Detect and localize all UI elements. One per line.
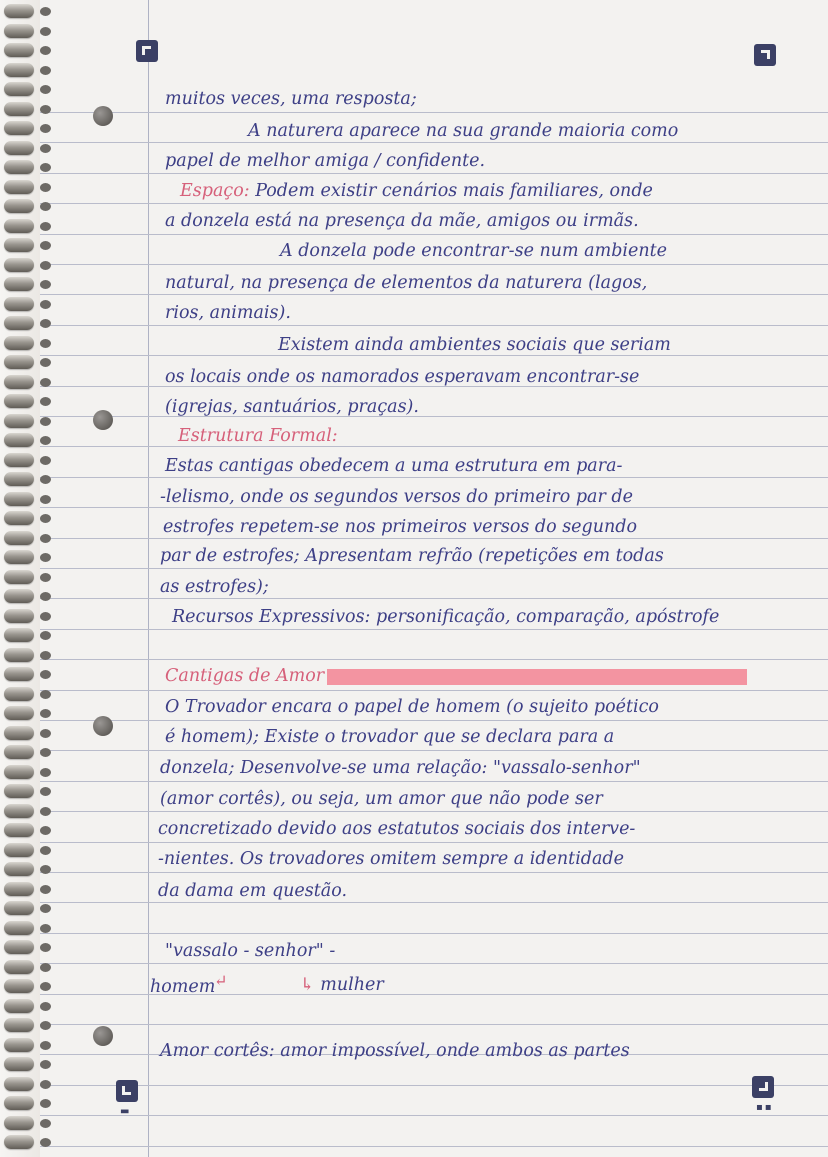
spiral-ring xyxy=(4,238,34,252)
binding-hole xyxy=(40,261,51,270)
ruled-line xyxy=(40,264,828,265)
ruled-line xyxy=(40,173,828,174)
spiral-ring xyxy=(4,4,34,18)
text-span: mulher xyxy=(320,975,384,995)
punch-hole xyxy=(93,106,113,126)
spiral-ring xyxy=(4,472,34,486)
ruled-line xyxy=(40,1115,828,1116)
text-line: par de estrofes; Apresentam refrão (repetições em todas xyxy=(160,546,664,566)
ruled-line xyxy=(40,203,828,204)
binding-hole xyxy=(40,144,51,153)
spiral-ring xyxy=(4,141,34,155)
text-line: é homem); Existe o trovador que se declara para a xyxy=(165,727,615,747)
binding-hole xyxy=(40,612,51,621)
text-line: "vassalo - senhor" - xyxy=(165,941,336,961)
binding-hole xyxy=(40,807,51,816)
spiral-ring xyxy=(4,375,34,389)
binding-hole xyxy=(40,339,51,348)
binding-hole xyxy=(40,27,51,36)
spiral-ring xyxy=(4,1038,34,1052)
section-heading: Estrutura Formal: xyxy=(178,426,338,446)
corner-mark-top-left-icon xyxy=(136,40,158,62)
spiral-ring xyxy=(4,433,34,447)
binding-hole xyxy=(40,417,51,426)
text-line xyxy=(300,974,430,996)
spiral-ring xyxy=(4,355,34,369)
punch-hole xyxy=(93,716,113,736)
spiral-ring xyxy=(4,180,34,194)
spiral-ring xyxy=(4,648,34,662)
text-line: (igrejas, santuários, praças). xyxy=(165,397,419,417)
text-line: -lelismo, onde os segundos versos do primeiro par de xyxy=(160,487,633,507)
spiral-ring xyxy=(4,921,34,935)
spiral-ring xyxy=(4,667,34,681)
spiral-ring xyxy=(4,297,34,311)
text-line: Recursos Expressivos: personificação, comparação, apóstrofe xyxy=(172,607,720,627)
corner-mark-bottom-left-icon xyxy=(116,1080,138,1102)
spiral-ring xyxy=(4,1135,34,1149)
section-title xyxy=(165,665,790,687)
spiral-ring xyxy=(4,979,34,993)
binding-hole xyxy=(40,163,51,172)
spiral-ring xyxy=(4,1057,34,1071)
text-line: A donzela pode encontrar-se num ambiente xyxy=(280,241,668,261)
binding-hole xyxy=(40,904,51,913)
binding-hole xyxy=(40,670,51,679)
spiral-ring xyxy=(4,706,34,720)
text-line: (amor cortês), ou seja, um amor que não pode ser xyxy=(160,789,603,809)
section-heading: Cantigas de Amor xyxy=(165,666,325,686)
binding-hole xyxy=(40,1119,51,1128)
ruled-line xyxy=(40,325,828,326)
spiral-ring xyxy=(4,1096,34,1110)
text-line: os locais onde os namorados esperavam encontrar-se xyxy=(165,367,640,387)
spiral-ring xyxy=(4,394,34,408)
spiral-ring xyxy=(4,862,34,876)
spiral-ring xyxy=(4,550,34,564)
ruled-line xyxy=(40,781,828,782)
spiral-ring xyxy=(4,82,34,96)
spiral-ring xyxy=(4,901,34,915)
binding-hole xyxy=(40,709,51,718)
binding-hole xyxy=(40,963,51,972)
binding-hole xyxy=(40,300,51,309)
spiral-ring xyxy=(4,24,34,38)
binding-hole xyxy=(40,690,51,699)
spiral-ring xyxy=(4,628,34,642)
spiral-ring xyxy=(4,1077,34,1091)
spiral-ring xyxy=(4,960,34,974)
text-line: -nientes. Os trovadores omitem sempre a identidade xyxy=(158,849,624,869)
binding-hole xyxy=(40,1002,51,1011)
binding-hole xyxy=(40,651,51,660)
binding-hole xyxy=(40,1099,51,1108)
spiral-ring xyxy=(4,823,34,837)
dot-marker-icon: ▬ xyxy=(120,1106,132,1117)
ruled-line xyxy=(40,811,828,812)
ruled-line xyxy=(40,690,828,691)
spiral-ring xyxy=(4,43,34,57)
ruled-line xyxy=(40,902,828,903)
binding-hole xyxy=(40,748,51,757)
binding-hole xyxy=(40,280,51,289)
binding-hole xyxy=(40,358,51,367)
binding-hole xyxy=(40,846,51,855)
binding-hole xyxy=(40,202,51,211)
text-line: muitos veces, uma resposta; xyxy=(165,89,417,109)
binding-hole xyxy=(40,631,51,640)
corner-mark-bottom-right-icon xyxy=(752,1076,774,1098)
punch-hole xyxy=(93,1026,113,1046)
spiral-ring xyxy=(4,999,34,1013)
ruled-line xyxy=(40,568,828,569)
text-line: Amor cortês: amor impossível, onde ambos as partes xyxy=(160,1041,630,1061)
spiral-ring xyxy=(4,687,34,701)
spiral-ring xyxy=(4,414,34,428)
text-line: A naturera aparece na sua grande maioria como xyxy=(248,121,679,141)
ruled-line xyxy=(40,598,828,599)
spiral-ring xyxy=(4,745,34,759)
spiral-ring xyxy=(4,784,34,798)
punch-hole xyxy=(93,410,113,430)
spiral-ring xyxy=(4,570,34,584)
spiral-ring xyxy=(4,589,34,603)
binding-hole xyxy=(40,885,51,894)
ruled-line xyxy=(40,234,828,235)
binding-hole xyxy=(40,534,51,543)
spiral-ring xyxy=(4,102,34,116)
binding-hole xyxy=(40,826,51,835)
spiral-ring xyxy=(4,609,34,623)
spiral-ring xyxy=(4,453,34,467)
text-line xyxy=(180,180,805,202)
text-line: natural, na presença de elementos da naturera (lagos, xyxy=(165,273,648,293)
spiral-ring xyxy=(4,531,34,545)
binding-hole xyxy=(40,222,51,231)
text-line: homem xyxy=(150,977,216,997)
binding-hole xyxy=(40,436,51,445)
text-line: as estrofes); xyxy=(160,577,269,597)
binding-hole xyxy=(40,495,51,504)
spiral-ring xyxy=(4,258,34,272)
binding-hole xyxy=(40,456,51,465)
spiral-ring xyxy=(4,492,34,506)
ruled-line xyxy=(40,112,828,113)
ruled-line xyxy=(40,294,828,295)
ruled-line xyxy=(40,142,828,143)
dot-marker-icon: ▪▪ xyxy=(756,1102,774,1113)
binding-hole xyxy=(40,1060,51,1069)
spiral-ring xyxy=(4,160,34,174)
binding-hole xyxy=(40,787,51,796)
binding-hole xyxy=(40,924,51,933)
binding-hole xyxy=(40,1041,51,1050)
spiral-ring xyxy=(4,1116,34,1130)
ruled-line xyxy=(40,842,828,843)
binding-hole xyxy=(40,982,51,991)
text-line: Estas cantigas obedecem a uma estrutura em para- xyxy=(165,456,623,476)
binding-hole xyxy=(40,573,51,582)
ruled-line xyxy=(40,720,828,721)
binding-hole xyxy=(40,105,51,114)
text-line: donzela; Desenvolve-se uma relação: "vassalo-senhor" xyxy=(160,758,641,778)
spiral-ring xyxy=(4,804,34,818)
spiral-binding xyxy=(0,0,40,1157)
spiral-ring xyxy=(4,336,34,350)
binding-hole xyxy=(40,943,51,952)
ruled-line xyxy=(40,933,828,934)
spiral-ring xyxy=(4,765,34,779)
spiral-ring xyxy=(4,511,34,525)
spiral-ring xyxy=(4,1018,34,1032)
arrow-icon: ↵ xyxy=(214,971,228,990)
ruled-line xyxy=(40,750,828,751)
ruled-line xyxy=(40,963,828,964)
binding-hole xyxy=(40,85,51,94)
binding-hole xyxy=(40,1080,51,1089)
text-line: concretizado devido aos estatutos sociais dos interve- xyxy=(158,819,636,839)
spiral-ring xyxy=(4,882,34,896)
binding-hole xyxy=(40,768,51,777)
text-line: a donzela está na presença da mãe, amigos ou irmãs. xyxy=(165,211,639,231)
binding-hole xyxy=(40,553,51,562)
spiral-ring xyxy=(4,199,34,213)
binding-hole xyxy=(40,397,51,406)
highlighter-mark xyxy=(327,669,747,685)
text-line: estrofes repetem-se nos primeiros versos do segundo xyxy=(163,517,638,537)
ruled-line xyxy=(40,629,828,630)
binding-hole xyxy=(40,183,51,192)
spiral-ring xyxy=(4,726,34,740)
binding-hole xyxy=(40,729,51,738)
text-line: Existem ainda ambientes sociais que seriam xyxy=(278,335,671,355)
spiral-ring xyxy=(4,219,34,233)
binding-hole xyxy=(40,378,51,387)
binding-hole xyxy=(40,66,51,75)
ruled-line xyxy=(40,659,828,660)
ruled-line xyxy=(40,1024,828,1025)
ruled-line xyxy=(40,872,828,873)
binding-hole xyxy=(40,592,51,601)
spiral-ring xyxy=(4,316,34,330)
binding-hole xyxy=(40,1021,51,1030)
binding-hole xyxy=(40,241,51,250)
spiral-ring xyxy=(4,940,34,954)
binding-hole xyxy=(40,1138,51,1147)
text-line: papel de melhor amiga / confidente. xyxy=(165,151,486,171)
text-line: rios, animais). xyxy=(165,303,291,323)
ruled-line xyxy=(40,538,828,539)
arrow-icon: ↳ xyxy=(300,975,315,995)
ruled-line xyxy=(40,1085,828,1086)
binding-hole xyxy=(40,319,51,328)
binding-hole xyxy=(40,7,51,16)
binding-hole xyxy=(40,865,51,874)
spiral-ring xyxy=(4,63,34,77)
corner-mark-top-right-icon xyxy=(754,44,776,66)
binding-hole xyxy=(40,124,51,133)
spiral-ring xyxy=(4,843,34,857)
binding-hole xyxy=(40,46,51,55)
text-line: da dama em questão. xyxy=(158,881,348,901)
ruled-line xyxy=(40,1146,828,1147)
binding-hole xyxy=(40,514,51,523)
section-heading: Espaço: xyxy=(180,181,250,201)
text-span: Podem existir cenários mais familiares, onde xyxy=(255,181,653,201)
text-line: O Trovador encara o papel de homem (o sujeito poético xyxy=(165,697,659,717)
ruled-line xyxy=(40,477,828,478)
spiral-ring xyxy=(4,121,34,135)
binding-hole xyxy=(40,475,51,484)
spiral-ring xyxy=(4,277,34,291)
